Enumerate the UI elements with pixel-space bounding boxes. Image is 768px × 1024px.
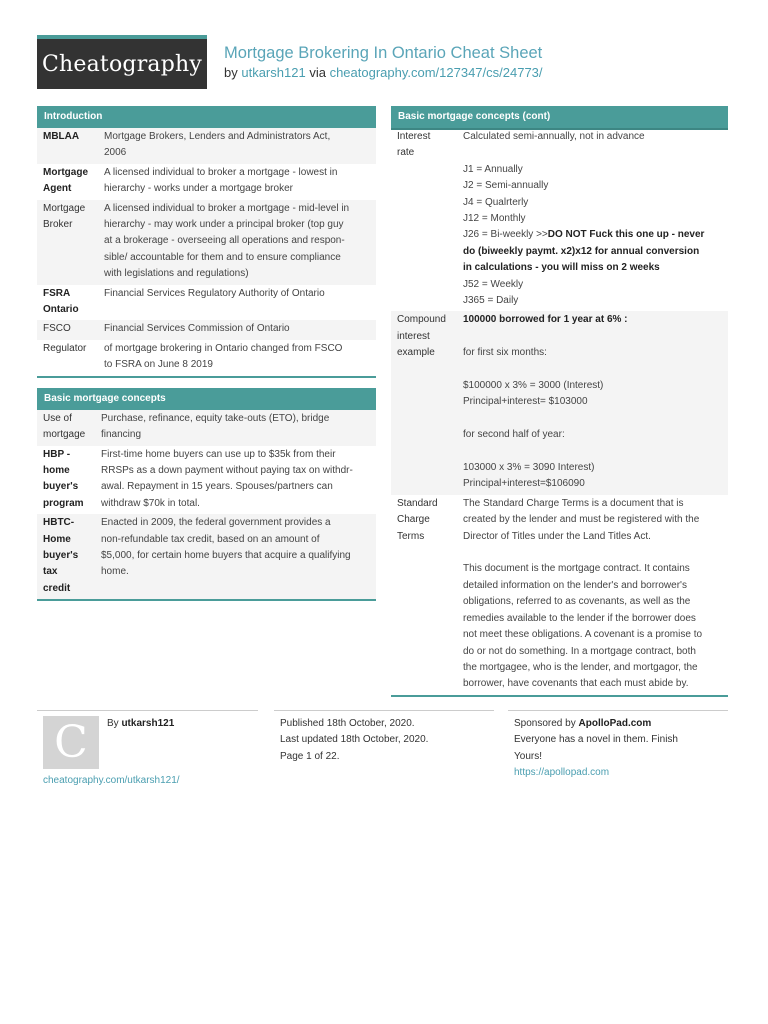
- term-cell: HBTC- Home buyer's tax credit: [37, 514, 95, 599]
- table-row: [37, 340, 376, 376]
- table-row: [391, 311, 728, 494]
- left-column: [37, 106, 376, 611]
- desc-cell: Financial Services Commission of Ontario: [98, 320, 376, 339]
- basic-concepts-heading: Basic mortgage concepts: [37, 388, 376, 410]
- desc-cell: 100000 borrowed for 1 year at 6% : for first six months: $100000 x 3% = 3000 (Interest) Principal+interest= $103000 for second half of year: 103000 x 3% = 3090 Interest) Principal+interest=$106090: [457, 311, 728, 494]
- footer-author-link[interactable]: utkarsh121: [121, 718, 175, 729]
- sponsor-link[interactable]: https://apollopad.com: [514, 767, 610, 779]
- table-row: [37, 200, 376, 285]
- author-profile-link[interactable]: cheatography.com/utkarsh121/: [43, 775, 180, 786]
- table-row: [391, 128, 728, 311]
- updated-date: Last updated 18th October, 2020.: [280, 734, 429, 746]
- term-cell: MBLAA: [37, 128, 98, 164]
- by-label: by: [224, 65, 238, 80]
- cheatography-logo[interactable]: Cheatography: [37, 35, 207, 89]
- basic-concepts-section: [37, 388, 376, 601]
- footer-sponsor: Sponsored by ApolloPad.com Everyone has a novel in them. Finish Yours! https://apollopad.com: [514, 718, 678, 779]
- sheet-url-link[interactable]: cheatography.com/127347/cs/24773/: [329, 65, 543, 80]
- term-cell: Mortgage Broker: [37, 200, 98, 285]
- author-avatar[interactable]: C: [43, 716, 99, 769]
- term-cell: FSRA Ontario: [43, 287, 79, 316]
- table-row: [37, 128, 376, 164]
- term-cell: Interest rate: [397, 131, 431, 159]
- term-cell: FSCO: [37, 320, 98, 339]
- table-row: [37, 410, 376, 446]
- introduction-heading: Introduction: [37, 106, 376, 128]
- term-cell: HBP - home buyer's program: [43, 448, 84, 509]
- desc-cell: Purchase, refinance, equity take-outs (ETO), bridge financing: [95, 410, 376, 446]
- published-date: Published 18th October, 2020.: [280, 718, 415, 729]
- introduction-section: [37, 106, 376, 378]
- table-row: [37, 320, 376, 339]
- term-cell: Mortgage Agent: [43, 166, 88, 195]
- footer-author: By utkarsh121: [107, 718, 175, 729]
- desc-cell: The Standard Charge Terms is a document that is created by the lender and must be registered with the Director of Titles under the Land Titles Act. This document is the mortgage contract. It contains detailed information on the lender's and borrower's obligations, referred to as covenants, as well as the remedies available to the lender if the borrower does not meet these obligations. A covenant is a promise to do or not do something. In a mortgage contract, both the mortgagee, who is the lender, and mortgagor, the borrower, have covenants that each must abide by.: [463, 497, 703, 690]
- desc-cell: First-time home buyers can use up to $35k from their RRSPs as a down payment without paying tax on withdr- awal. Repayment in 15 years. Spouses/partners can withdraw $70k in total.: [101, 448, 353, 509]
- basic-concepts-cont-section: [391, 106, 728, 697]
- desc-cell: Calculated semi-annually, not in advance J1 = Annually J2 = Semi-annually J4 = Qualrterly J12 = Monthly J26 = Bi-weekly >>DO NOT Fuck this one up - never do (biweekly paymt. x2)x12 for annual conversion in calculations - you will miss on 2 weeks J52 = Weekly J365 = Daily: [463, 131, 705, 307]
- footer-divider: [37, 710, 258, 711]
- introduction-table: [37, 128, 376, 376]
- term-cell: Compound interest example: [391, 311, 457, 494]
- sponsor-name: ApolloPad.com: [578, 718, 652, 729]
- desc-cell: of mortgage brokering in Ontario changed from FSCO to FSRA on June 8 2019: [104, 342, 343, 371]
- table-row: [37, 285, 376, 321]
- table-row: [391, 495, 728, 695]
- page-count: Page 1 of 22.: [280, 750, 340, 762]
- footer-dates: [280, 716, 428, 765]
- footer-divider: [508, 710, 728, 711]
- term-cell: Regulator: [43, 342, 87, 354]
- basic-concepts-cont-table: [391, 128, 728, 695]
- basic-concepts-cont-heading: Basic mortgage concepts (cont): [391, 106, 728, 128]
- via-label: via: [309, 65, 326, 80]
- basic-concepts-table: [37, 410, 376, 599]
- author-link[interactable]: utkarsh121: [241, 65, 306, 80]
- table-row: [37, 514, 376, 599]
- term-cell: Use of mortgage: [37, 410, 95, 446]
- byline: [224, 65, 543, 80]
- desc-cell: A licensed individual to broker a mortgage - lowest in hierarchy - works under a mortgage broker: [104, 166, 338, 195]
- desc-cell: Mortgage Brokers, Lenders and Administrators Act, 2006: [98, 128, 376, 164]
- term-cell: Standard Charge Terms: [397, 497, 438, 542]
- page-title: Mortgage Brokering In Ontario Cheat Sheet: [224, 44, 543, 62]
- desc-cell: Enacted in 2009, the federal government provides a non-refundable tax credit, based on an amount of $5,000, for certain home buyers that acquire a qualifying home.: [95, 514, 376, 599]
- table-row: [37, 164, 376, 200]
- desc-cell: Financial Services Regulatory Authority of Ontario: [104, 287, 325, 299]
- table-row: [37, 446, 376, 515]
- right-column: [391, 106, 728, 707]
- desc-cell: A licensed individual to broker a mortgage - mid-level in hierarchy - may work under a principal broker (top guy at a brokerage - overseeing all operations and respon- sible/ accountable for them and to ensure compliance with legislations and regulations): [98, 200, 376, 285]
- footer-divider: [274, 710, 494, 711]
